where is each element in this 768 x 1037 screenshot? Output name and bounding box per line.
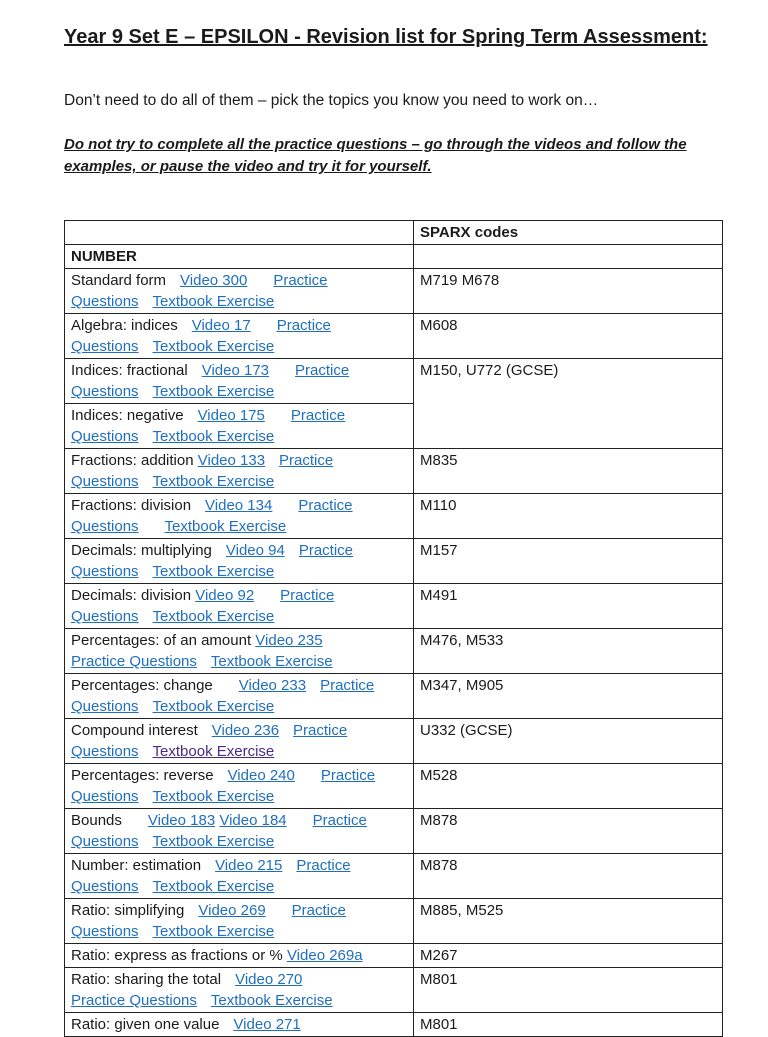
practice-link[interactable]: Practice [295,362,350,379]
textbook-exercise-link[interactable]: Textbook Exercise [152,563,275,580]
textbook-exercise-link[interactable]: Textbook Exercise [152,878,275,895]
table-row [65,314,723,359]
topic-label: Fractions: division [71,497,192,514]
textbook-exercise-link[interactable]: Textbook Exercise [152,833,275,850]
sparx-codes-cell: M885, M525 [414,899,723,944]
video-link[interactable]: Video 240 [227,767,295,784]
revision-table [64,220,723,1037]
textbook-exercise-link[interactable]: Textbook Exercise [152,923,275,940]
video-link[interactable]: Video 133 [197,452,266,469]
sparx-codes-cell: M801 [414,1013,723,1037]
warning-text: Do not try to complete all the practice questions – go through the videos and follow the examples, or pause the video and try it for yourself. [64,136,687,175]
topic-label: Compound interest [71,722,198,739]
textbook-exercise-link[interactable]: Textbook Exercise [164,518,287,535]
topic-cell [65,674,414,719]
topic-label: Percentages: reverse [71,767,214,784]
table-row [65,719,723,764]
table-row [65,899,723,944]
topic-label: Number: estimation [71,857,202,874]
practice-link[interactable]: Practice [298,497,353,514]
sparx-codes-cell: M719 M678 [414,269,723,314]
practice-link[interactable]: Practice [298,542,354,559]
video-link-2[interactable]: Video 184 [219,812,287,829]
topic-label: Decimals: multiplying [71,542,212,559]
practice-link[interactable]: Practice [320,767,376,784]
section-heading-number: NUMBER [65,245,414,269]
video-link[interactable]: Video 235 [255,632,323,649]
page-title: Year 9 Set E – EPSILON - Revision list for Spring Term Assessment: [64,26,708,48]
practice-link[interactable]: Practice [279,452,334,469]
topic-label: Standard form [71,272,167,289]
questions-link[interactable]: Questions [71,293,139,310]
textbook-exercise-link[interactable]: Textbook Exercise [152,743,275,760]
questions-link[interactable]: Questions [71,428,139,445]
video-link[interactable]: Video 134 [205,497,273,514]
topic-cell [65,944,414,968]
practice-link[interactable]: Practice [291,902,346,919]
topic-label: Ratio: sharing the total [71,971,222,988]
topic-cell [65,854,414,899]
questions-link[interactable]: Questions [71,518,139,535]
table-row [65,449,723,494]
practice-link[interactable]: Practice [273,272,328,289]
video-link[interactable]: Video 94 [225,542,285,559]
sparx-codes-cell: M835 [414,449,723,494]
topic-cell [65,1013,414,1037]
video-link[interactable]: Video 271 [233,1016,301,1033]
topic-cell [65,584,414,629]
questions-link[interactable]: Questions [71,878,139,895]
sparx-codes-cell: M347, M905 [414,674,723,719]
section-row [65,245,723,269]
table-header-row [65,221,723,245]
textbook-exercise-link[interactable]: Textbook Exercise [152,698,275,715]
table-row [65,809,723,854]
topic-label: Fractions: addition [71,452,194,469]
topic-cell [65,269,414,314]
video-link[interactable]: Video 175 [197,407,265,424]
sparx-codes-cell: M476, M533 [414,629,723,674]
topic-cell [65,314,414,359]
topic-cell [65,719,414,764]
video-link[interactable]: Video 236 [211,722,280,739]
sparx-codes-cell: M528 [414,764,723,809]
topic-label: Percentages: of an amount [71,632,252,649]
table-row [65,494,723,539]
practice-questions-link[interactable]: Practice Questions [71,992,197,1009]
textbook-exercise-link[interactable]: Textbook Exercise [152,608,275,625]
table-row [65,1013,723,1037]
sparx-codes-cell: M110 [414,494,723,539]
questions-link[interactable]: Questions [71,923,139,940]
practice-link[interactable]: Practice [290,407,346,424]
textbook-exercise-link[interactable]: Textbook Exercise [152,293,275,310]
video-link[interactable]: Video 233 [238,677,307,694]
topic-label: Ratio: simplifying [71,902,185,919]
textbook-exercise-link[interactable]: Textbook Exercise [152,428,275,445]
questions-link[interactable]: Questions [71,833,139,850]
topic-label: Percentages: change [71,677,213,694]
topic-cell [65,494,414,539]
table-row [65,674,723,719]
video-link[interactable]: Video 270 [235,971,303,988]
questions-link[interactable]: Questions [71,698,139,715]
topic-label: Indices: negative [71,407,184,424]
sparx-codes-cell: M157 [414,539,723,584]
textbook-exercise-link[interactable]: Textbook Exercise [152,383,275,400]
topic-label: Ratio: given one value [71,1016,220,1033]
video-link[interactable]: Video 183 [147,812,216,829]
questions-link[interactable]: Questions [71,338,139,355]
practice-link[interactable]: Practice [320,677,375,694]
video-link[interactable]: Video 269 [198,902,266,919]
sparx-codes-cell: M608 [414,314,723,359]
topic-cell [65,809,414,854]
topic-cell [65,404,414,449]
questions-link[interactable]: Questions [71,788,139,805]
questions-link[interactable]: Questions [71,473,139,490]
video-link[interactable]: Video 215 [215,857,283,874]
questions-link[interactable]: Questions [71,563,139,580]
video-link[interactable]: Video 269a [286,947,363,964]
table-row [65,764,723,809]
topic-label: Ratio: express as fractions or % [71,947,283,964]
topic-cell [65,899,414,944]
table-row [65,584,723,629]
practice-link[interactable]: Practice [312,812,367,829]
sparx-codes-cell: M267 [414,944,723,968]
table-row [65,539,723,584]
practice-link[interactable]: Practice [276,317,331,334]
video-link[interactable]: Video 92 [195,587,255,604]
textbook-exercise-link[interactable]: Textbook Exercise [152,473,275,490]
table-row [65,359,723,404]
table-row [65,269,723,314]
topic-cell [65,629,414,674]
table-row [65,629,723,674]
sparx-codes-header: SPARX codes [414,221,723,245]
table-row [65,968,723,1013]
topic-cell [65,764,414,809]
textbook-exercise-link[interactable]: Textbook Exercise [152,338,275,355]
sparx-codes-cell: U332 (GCSE) [414,719,723,764]
practice-link[interactable]: Practice [296,857,351,874]
topic-cell [65,539,414,584]
practice-questions-link[interactable]: Practice Questions [71,653,197,670]
topic-label: Algebra: indices [71,317,178,334]
textbook-exercise-link[interactable]: Textbook Exercise [152,788,275,805]
sparx-codes-cell: M801 [414,968,723,1013]
practice-link[interactable]: Practice [280,587,335,604]
video-link[interactable]: Video 300 [180,272,248,289]
topic-label: Indices: fractional [71,362,188,379]
topic-cell [65,968,414,1013]
topic-label: Bounds [71,812,122,829]
questions-link[interactable]: Questions [71,608,139,625]
video-link[interactable]: Video 17 [191,317,251,334]
textbook-exercise-link[interactable]: Textbook Exercise [210,653,333,670]
intro-text: Don’t need to do all of them – pick the topics you know you need to work on… [64,92,599,109]
table-row [65,854,723,899]
sparx-codes-cell: M150, U772 (GCSE) [414,359,723,449]
sparx-codes-cell: M491 [414,584,723,629]
topic-label: Decimals: division [71,587,192,604]
sparx-codes-cell: M878 [414,809,723,854]
questions-link[interactable]: Questions [71,743,139,760]
sparx-codes-cell: M878 [414,854,723,899]
table-row [65,944,723,968]
video-link[interactable]: Video 173 [201,362,270,379]
section-codes-cell [414,245,723,269]
topic-cell [65,449,414,494]
topic-cell [65,359,414,404]
topics-header-cell [65,221,414,245]
questions-link[interactable]: Questions [71,383,139,400]
textbook-exercise-link[interactable]: Textbook Exercise [210,992,333,1009]
practice-link[interactable]: Practice [293,722,348,739]
